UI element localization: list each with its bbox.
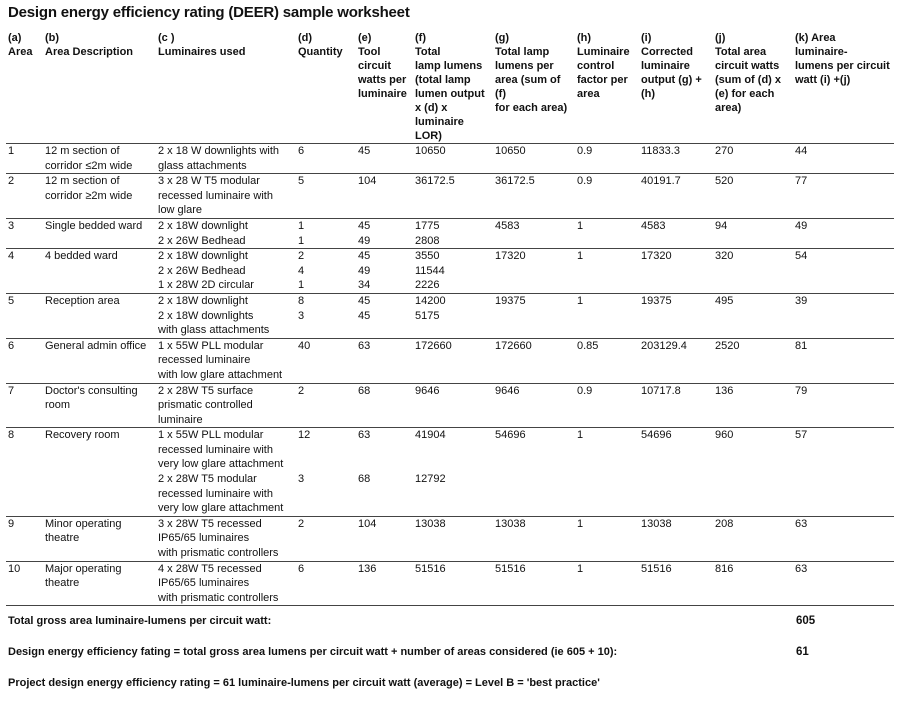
table-cell: 94 xyxy=(715,219,728,232)
cell-line: 3 xyxy=(298,473,305,486)
table-cell xyxy=(296,293,356,338)
cell-line: 14200 xyxy=(415,294,446,307)
table-cell: 10650 xyxy=(495,145,526,157)
table-cell: 495 xyxy=(715,294,734,307)
table-cell: 19375 xyxy=(495,294,526,307)
table-cell xyxy=(43,218,156,248)
header-line: factor per xyxy=(577,74,628,86)
header-line: Area xyxy=(8,46,33,58)
cell-line: 2 xyxy=(298,517,305,530)
table-cell: 54 xyxy=(795,250,808,263)
cell-line: 2 xyxy=(298,250,305,263)
table-cell xyxy=(296,218,356,248)
column-header xyxy=(713,31,793,144)
header-line: watts per xyxy=(358,74,407,86)
header-line: (h) xyxy=(641,88,656,100)
table-cell: 0.9 xyxy=(577,145,593,157)
table-cell xyxy=(413,249,493,294)
cell-line xyxy=(358,457,411,472)
cell-line: Single bedded ward xyxy=(45,219,143,232)
table-cell: 36172.5 xyxy=(495,175,535,188)
table-cell: 5 xyxy=(8,294,15,307)
cell-line: 51516 xyxy=(415,562,446,575)
table-cell: 4583 xyxy=(495,219,520,232)
table-cell: 17320 xyxy=(641,250,672,263)
cell-line: 3 x 28 W T5 modular xyxy=(158,175,260,188)
table-cell: 136 xyxy=(715,384,734,397)
cell-line: 1 x 55W PLL modular xyxy=(158,339,264,352)
header-line: x (d) x xyxy=(415,102,448,114)
column-header xyxy=(639,31,713,144)
cell-line: IP65/65 luminaires xyxy=(158,532,250,545)
header-line: (total lamp xyxy=(415,74,471,86)
cell-line xyxy=(298,443,354,458)
header-line: Total xyxy=(415,46,441,58)
table-cell: 57 xyxy=(795,429,808,442)
table-row xyxy=(6,293,894,338)
header-line: lamp lumens xyxy=(415,60,483,72)
table-row xyxy=(6,338,894,383)
table-cell xyxy=(43,249,156,294)
table-cell xyxy=(356,383,413,428)
table-cell: 1 xyxy=(577,562,584,575)
cell-line: recessed luminaire with xyxy=(158,189,273,202)
cell-line: 12792 xyxy=(415,473,446,486)
table-cell xyxy=(296,516,356,561)
table-cell: 13038 xyxy=(495,517,526,530)
table-cell xyxy=(413,174,493,219)
cell-line: 3 xyxy=(298,309,305,322)
cell-line: 34 xyxy=(358,279,371,292)
table-cell xyxy=(413,144,493,174)
column-header xyxy=(6,31,43,144)
cell-line: 45 xyxy=(358,250,371,263)
table-cell: 6 xyxy=(8,339,15,352)
table-cell: 1 xyxy=(577,517,584,530)
cell-line: 5175 xyxy=(415,309,440,322)
cell-line: 4 bedded ward xyxy=(45,250,118,263)
cell-line: IP65/65 luminaires xyxy=(158,577,250,590)
cell-line: 3550 xyxy=(415,250,440,263)
table-cell: 54696 xyxy=(495,429,526,442)
cell-line: 4 xyxy=(298,264,305,277)
cell-line: luminaire xyxy=(158,413,203,426)
table-cell xyxy=(356,428,413,517)
table-cell: 54696 xyxy=(641,429,672,442)
table-cell xyxy=(156,174,296,219)
table-cell xyxy=(356,144,413,174)
table-cell: 0.9 xyxy=(577,384,593,397)
table-cell xyxy=(413,561,493,606)
cell-line: 49 xyxy=(358,264,371,277)
cell-line: 9646 xyxy=(415,384,440,397)
header-line: (a) xyxy=(8,32,22,44)
table-cell xyxy=(156,428,296,517)
table-cell: 3 xyxy=(8,219,15,232)
header-line: control xyxy=(577,60,615,72)
project-rating-label: Project design energy efficiency rating = 61 luminaire-lumens per circuit watt (average) = Level B = 'best practice' xyxy=(8,677,600,689)
table-cell: 63 xyxy=(795,562,808,575)
cell-line: 41904 xyxy=(415,429,446,442)
cell-line: 49 xyxy=(358,234,371,247)
header-line: (k) Area xyxy=(795,32,836,44)
header-line: Total area xyxy=(715,46,767,58)
table-cell: 49 xyxy=(795,219,808,232)
header-line: (g) xyxy=(495,32,510,44)
cell-line: prismatic controlled xyxy=(158,399,253,412)
header-line: (j) xyxy=(715,32,726,44)
cell-line: Minor operating xyxy=(45,517,122,530)
table-cell xyxy=(356,293,413,338)
cell-line: 2 x 18W downlight xyxy=(158,219,248,232)
header-line: (d) xyxy=(298,32,313,44)
header-line: (e) for each xyxy=(715,88,775,100)
header-line: Quantity xyxy=(298,46,343,58)
table-cell xyxy=(296,428,356,517)
cell-line: 5 xyxy=(298,175,305,188)
cell-line: recessed luminaire with xyxy=(158,487,273,500)
table-cell xyxy=(413,338,493,383)
cell-line: with prismatic controllers xyxy=(158,591,279,604)
table-cell: 4583 xyxy=(641,219,666,232)
column-header xyxy=(793,31,894,144)
table-cell xyxy=(156,218,296,248)
cell-line: 1 xyxy=(298,234,305,247)
table-cell xyxy=(43,338,156,383)
header-line: luminaire xyxy=(641,60,690,72)
table-cell: 0.9 xyxy=(577,175,593,188)
table-cell: 11833.3 xyxy=(641,145,680,157)
cell-line: 1 x 28W 2D circular xyxy=(158,279,254,292)
header-line: Area Description xyxy=(45,46,134,58)
cell-line: 45 xyxy=(358,294,371,307)
column-header xyxy=(156,31,296,144)
table-cell: 520 xyxy=(715,175,734,188)
header-line: Luminaire xyxy=(577,46,630,58)
cell-line: with low glare attachment xyxy=(158,368,283,381)
table-cell: 1 xyxy=(577,250,584,263)
cell-line: 45 xyxy=(358,309,371,322)
table-cell: 40191.7 xyxy=(641,175,681,188)
cell-line: Doctor's consulting xyxy=(45,384,138,397)
header-line: area xyxy=(577,88,600,100)
worksheet-title: Design energy efficiency rating (DEER) sample worksheet xyxy=(8,4,410,21)
table-cell: 203129.4 xyxy=(641,339,687,352)
cell-line: 12 xyxy=(298,429,311,442)
cell-line: 2 x 18W downlight xyxy=(158,294,248,307)
table-cell xyxy=(156,561,296,606)
table-row xyxy=(6,218,894,248)
cell-line xyxy=(415,457,491,472)
table-cell xyxy=(156,293,296,338)
cell-line: 13038 xyxy=(415,517,446,530)
table-cell xyxy=(356,218,413,248)
table-cell: 19375 xyxy=(641,294,672,307)
cell-line: 2 x 26W Bedhead xyxy=(158,234,246,247)
cell-line: 2 xyxy=(298,384,305,397)
table-row xyxy=(6,174,894,219)
table-row xyxy=(6,249,894,294)
deer-worksheet-table xyxy=(6,31,894,606)
table-row xyxy=(6,428,894,517)
rating-label: Design energy efficiency fating = total gross area lumens per circuit watt + number of areas considered (ie 605 + 10): xyxy=(8,646,618,658)
cell-line: room xyxy=(45,399,71,412)
cell-line: corridor ≥2m wide xyxy=(45,189,133,202)
total-value: 605 xyxy=(796,615,816,627)
cell-line: 11544 xyxy=(415,264,445,277)
cell-line: with prismatic controllers xyxy=(158,547,279,560)
table-cell: 8 xyxy=(8,429,15,442)
cell-line: 136 xyxy=(358,562,377,575)
table-cell: 10 xyxy=(8,562,21,575)
header-line: circuit watts xyxy=(715,60,780,72)
header-line: for each area) xyxy=(495,102,568,114)
cell-line: 63 xyxy=(358,339,371,352)
cell-line xyxy=(298,457,354,472)
table-cell xyxy=(156,249,296,294)
table-cell xyxy=(413,428,493,517)
table-cell: 51516 xyxy=(641,562,672,575)
table-cell: 7 xyxy=(8,384,15,397)
cell-line: 10650 xyxy=(415,145,446,157)
table-row xyxy=(6,144,894,174)
table-cell xyxy=(356,516,413,561)
table-cell xyxy=(43,293,156,338)
cell-line: 36172.5 xyxy=(415,175,455,188)
column-header xyxy=(575,31,639,144)
cell-line: with glass attachments xyxy=(158,324,270,337)
table-cell: 17320 xyxy=(495,250,526,263)
table-cell xyxy=(43,516,156,561)
header-line: lumens per circuit xyxy=(795,60,890,72)
cell-line: 2 x 26W Bedhead xyxy=(158,264,246,277)
cell-line: low glare xyxy=(158,204,203,217)
cell-line: General admin office xyxy=(45,339,147,352)
cell-line: 6 xyxy=(298,145,305,157)
table-cell: 208 xyxy=(715,517,734,530)
table-cell xyxy=(356,174,413,219)
cell-line: 1775 xyxy=(415,219,440,232)
header-line: circuit xyxy=(358,60,392,72)
header-line: lumen output xyxy=(415,88,485,100)
table-cell xyxy=(43,144,156,174)
column-header xyxy=(356,31,413,144)
table-cell: 1 xyxy=(577,294,584,307)
table-cell xyxy=(296,383,356,428)
header-line: output (g) + xyxy=(641,74,702,86)
table-cell: 79 xyxy=(795,384,808,397)
cell-line: 172660 xyxy=(415,339,452,352)
header-line: Total lamp xyxy=(495,46,550,58)
table-cell xyxy=(413,218,493,248)
table-cell xyxy=(413,516,493,561)
table-cell xyxy=(296,338,356,383)
table-cell: 51516 xyxy=(495,562,526,575)
cell-line: 6 xyxy=(298,562,305,575)
rating-value: 61 xyxy=(796,646,809,658)
column-header xyxy=(493,31,575,144)
cell-line: corridor ≤2m wide xyxy=(45,159,133,172)
cell-line: 8 xyxy=(298,294,305,307)
header-line: (b) xyxy=(45,32,60,44)
table-cell: 81 xyxy=(795,339,808,352)
table-cell xyxy=(296,144,356,174)
header-line: (f) xyxy=(415,32,426,44)
table-cell: 4 xyxy=(8,250,15,263)
table-cell xyxy=(356,338,413,383)
table-cell: 2 xyxy=(8,175,15,188)
cell-line: very low glare attachment xyxy=(158,458,284,471)
cell-line: 12 m section of xyxy=(45,175,120,188)
table-cell: 77 xyxy=(795,175,808,188)
cell-line xyxy=(415,443,491,458)
header-line: area) xyxy=(715,102,742,114)
table-cell xyxy=(413,383,493,428)
cell-line: 3 x 28W T5 recessed xyxy=(158,517,262,530)
table-cell xyxy=(43,561,156,606)
cell-line: very low glare attachment xyxy=(158,502,284,515)
total-label: Total gross area luminaire-lumens per circuit watt: xyxy=(8,615,272,627)
table-cell xyxy=(43,428,156,517)
header-line: (sum of (d) x xyxy=(715,74,781,86)
header-line: area (sum of (f) xyxy=(495,74,561,100)
cell-line: 45 xyxy=(358,145,371,157)
cell-line: theatre xyxy=(45,532,80,545)
cell-line: 4 x 28W T5 recessed xyxy=(158,562,262,575)
cell-line: 2 x 28W T5 modular xyxy=(158,473,257,486)
cell-line: 2 x 28W T5 surface xyxy=(158,384,254,397)
cell-line: 68 xyxy=(358,473,371,486)
header-line: (i) xyxy=(641,32,652,44)
table-cell xyxy=(156,516,296,561)
cell-line: recessed luminaire xyxy=(158,354,251,367)
header-line: (c ) xyxy=(158,32,175,44)
header-line: Tool xyxy=(358,46,381,58)
header-line: Corrected xyxy=(641,46,693,58)
cell-line: Recovery room xyxy=(45,429,120,442)
table-cell: 2520 xyxy=(715,339,740,352)
table-cell: 0.85 xyxy=(577,339,599,352)
table-row xyxy=(6,561,894,606)
table-cell xyxy=(356,561,413,606)
table-cell: 816 xyxy=(715,562,734,575)
cell-line: Major operating xyxy=(45,562,122,575)
cell-line: Reception area xyxy=(45,294,120,307)
header-line: Luminaires used xyxy=(158,46,246,58)
cell-line: 1 xyxy=(298,219,305,232)
header-line: luminaire LOR) xyxy=(415,116,464,142)
table-cell xyxy=(296,561,356,606)
table-cell: 1 xyxy=(577,219,584,232)
cell-line: 2 x 18 W downlights with xyxy=(158,145,280,157)
cell-line: recessed luminaire with xyxy=(158,443,273,456)
cell-line: 63 xyxy=(358,429,371,442)
table-cell: 13038 xyxy=(641,517,672,530)
cell-line xyxy=(358,443,411,458)
table-cell: 10717.8 xyxy=(641,384,681,397)
table-cell: 9646 xyxy=(495,384,520,397)
table-cell xyxy=(43,383,156,428)
table-cell: 39 xyxy=(795,294,808,307)
table-cell: 63 xyxy=(795,517,808,530)
cell-line: theatre xyxy=(45,577,80,590)
column-header xyxy=(413,31,493,144)
cell-line: 2 x 18W downlights xyxy=(158,309,254,322)
table-cell: 320 xyxy=(715,250,734,263)
cell-line: 2808 xyxy=(415,234,440,247)
table-cell xyxy=(156,338,296,383)
table-cell: 172660 xyxy=(495,339,532,352)
cell-line: 40 xyxy=(298,339,311,352)
cell-line: 12 m section of xyxy=(45,145,120,157)
table-row xyxy=(6,383,894,428)
table-cell xyxy=(43,174,156,219)
table-cell xyxy=(356,249,413,294)
cell-line: 1 xyxy=(298,279,305,292)
cell-line: 68 xyxy=(358,384,371,397)
cell-line: glass attachments xyxy=(158,159,247,172)
table-cell: 1 xyxy=(8,145,15,157)
table-cell: 1 xyxy=(577,429,584,442)
table-cell xyxy=(156,383,296,428)
header-line: (e) xyxy=(358,32,372,44)
table-cell: 960 xyxy=(715,429,734,442)
header-line: watt (i) +(j) xyxy=(795,74,851,86)
cell-line: 104 xyxy=(358,517,377,530)
table-cell: 270 xyxy=(715,145,734,157)
header-line: (h) xyxy=(577,32,592,44)
column-header xyxy=(43,31,156,144)
table-cell: 9 xyxy=(8,517,15,530)
column-header xyxy=(296,31,356,144)
header-row xyxy=(6,31,894,144)
cell-line: 104 xyxy=(358,175,377,188)
cell-line: 45 xyxy=(358,219,371,232)
cell-line: 1 x 55W PLL modular xyxy=(158,429,264,442)
table-cell xyxy=(156,144,296,174)
header-line: luminaire- xyxy=(795,46,848,58)
table-cell xyxy=(413,293,493,338)
table-cell xyxy=(296,174,356,219)
cell-line: 2 x 18W downlight xyxy=(158,250,248,263)
cell-line: 2226 xyxy=(415,279,440,292)
header-line: lumens per xyxy=(495,60,554,72)
header-line: luminaire xyxy=(358,88,407,100)
table-cell: 44 xyxy=(795,145,808,157)
table-row xyxy=(6,516,894,561)
table-cell xyxy=(296,249,356,294)
